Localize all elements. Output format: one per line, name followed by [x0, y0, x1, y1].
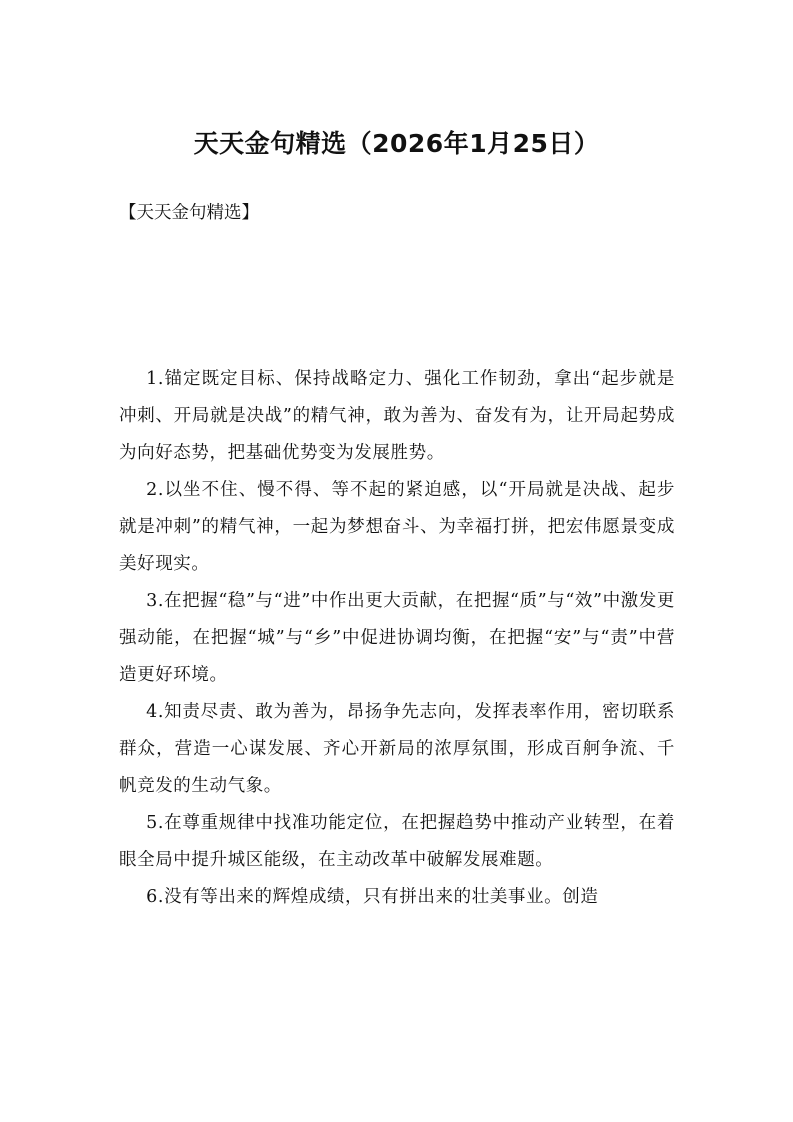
paragraph-6: 6.没有等出来的辉煌成绩，只有拼出来的壮美事业。创造 [146, 887, 599, 907]
paragraph-3: 3.在把握“稳”与“进”中作出更大贡献，在把握“质”与“效”中激发更强动能，在把握“城”与“乡”中促进协调均衡，在把握“安”与“责”中营造更好环境。 [119, 591, 675, 685]
paragraph-1: 1.锚定既定目标、保持战略定力、强化工作韧劲，拿出“起步就是冲刺、开局就是决战”的精气神，敢为善为、奋发有为，让开局起势成为向好态势，把基础优势变为发展胜势。 [119, 369, 675, 463]
paragraph-2: 2.以坐不住、慢不得、等不起的紧迫感，以“开局就是决战、起步就是冲刺”的精气神，一起为梦想奋斗、为幸福打拼，把宏伟愿景变成美好现实。 [119, 480, 675, 574]
paragraph-4: 4.知责尽责、敢为善为，昂扬争先志向，发挥表率作用，密切联系群众，营造一心谋发展、齐心开新局的浓厚氛围，形成百舸争流、千帆竞发的生动气象。 [119, 702, 675, 796]
page-title: 天天金句精选（2026年1月25日） [193, 129, 600, 158]
document-body [119, 361, 675, 916]
paragraph-5: 5.在尊重规律中找准功能定位，在把握趋势中推动产业转型，在着眼全局中提升城区能级，在主动改革中破解发展难题。 [119, 813, 675, 870]
section-label: 【天天金句精选】 [119, 203, 259, 223]
